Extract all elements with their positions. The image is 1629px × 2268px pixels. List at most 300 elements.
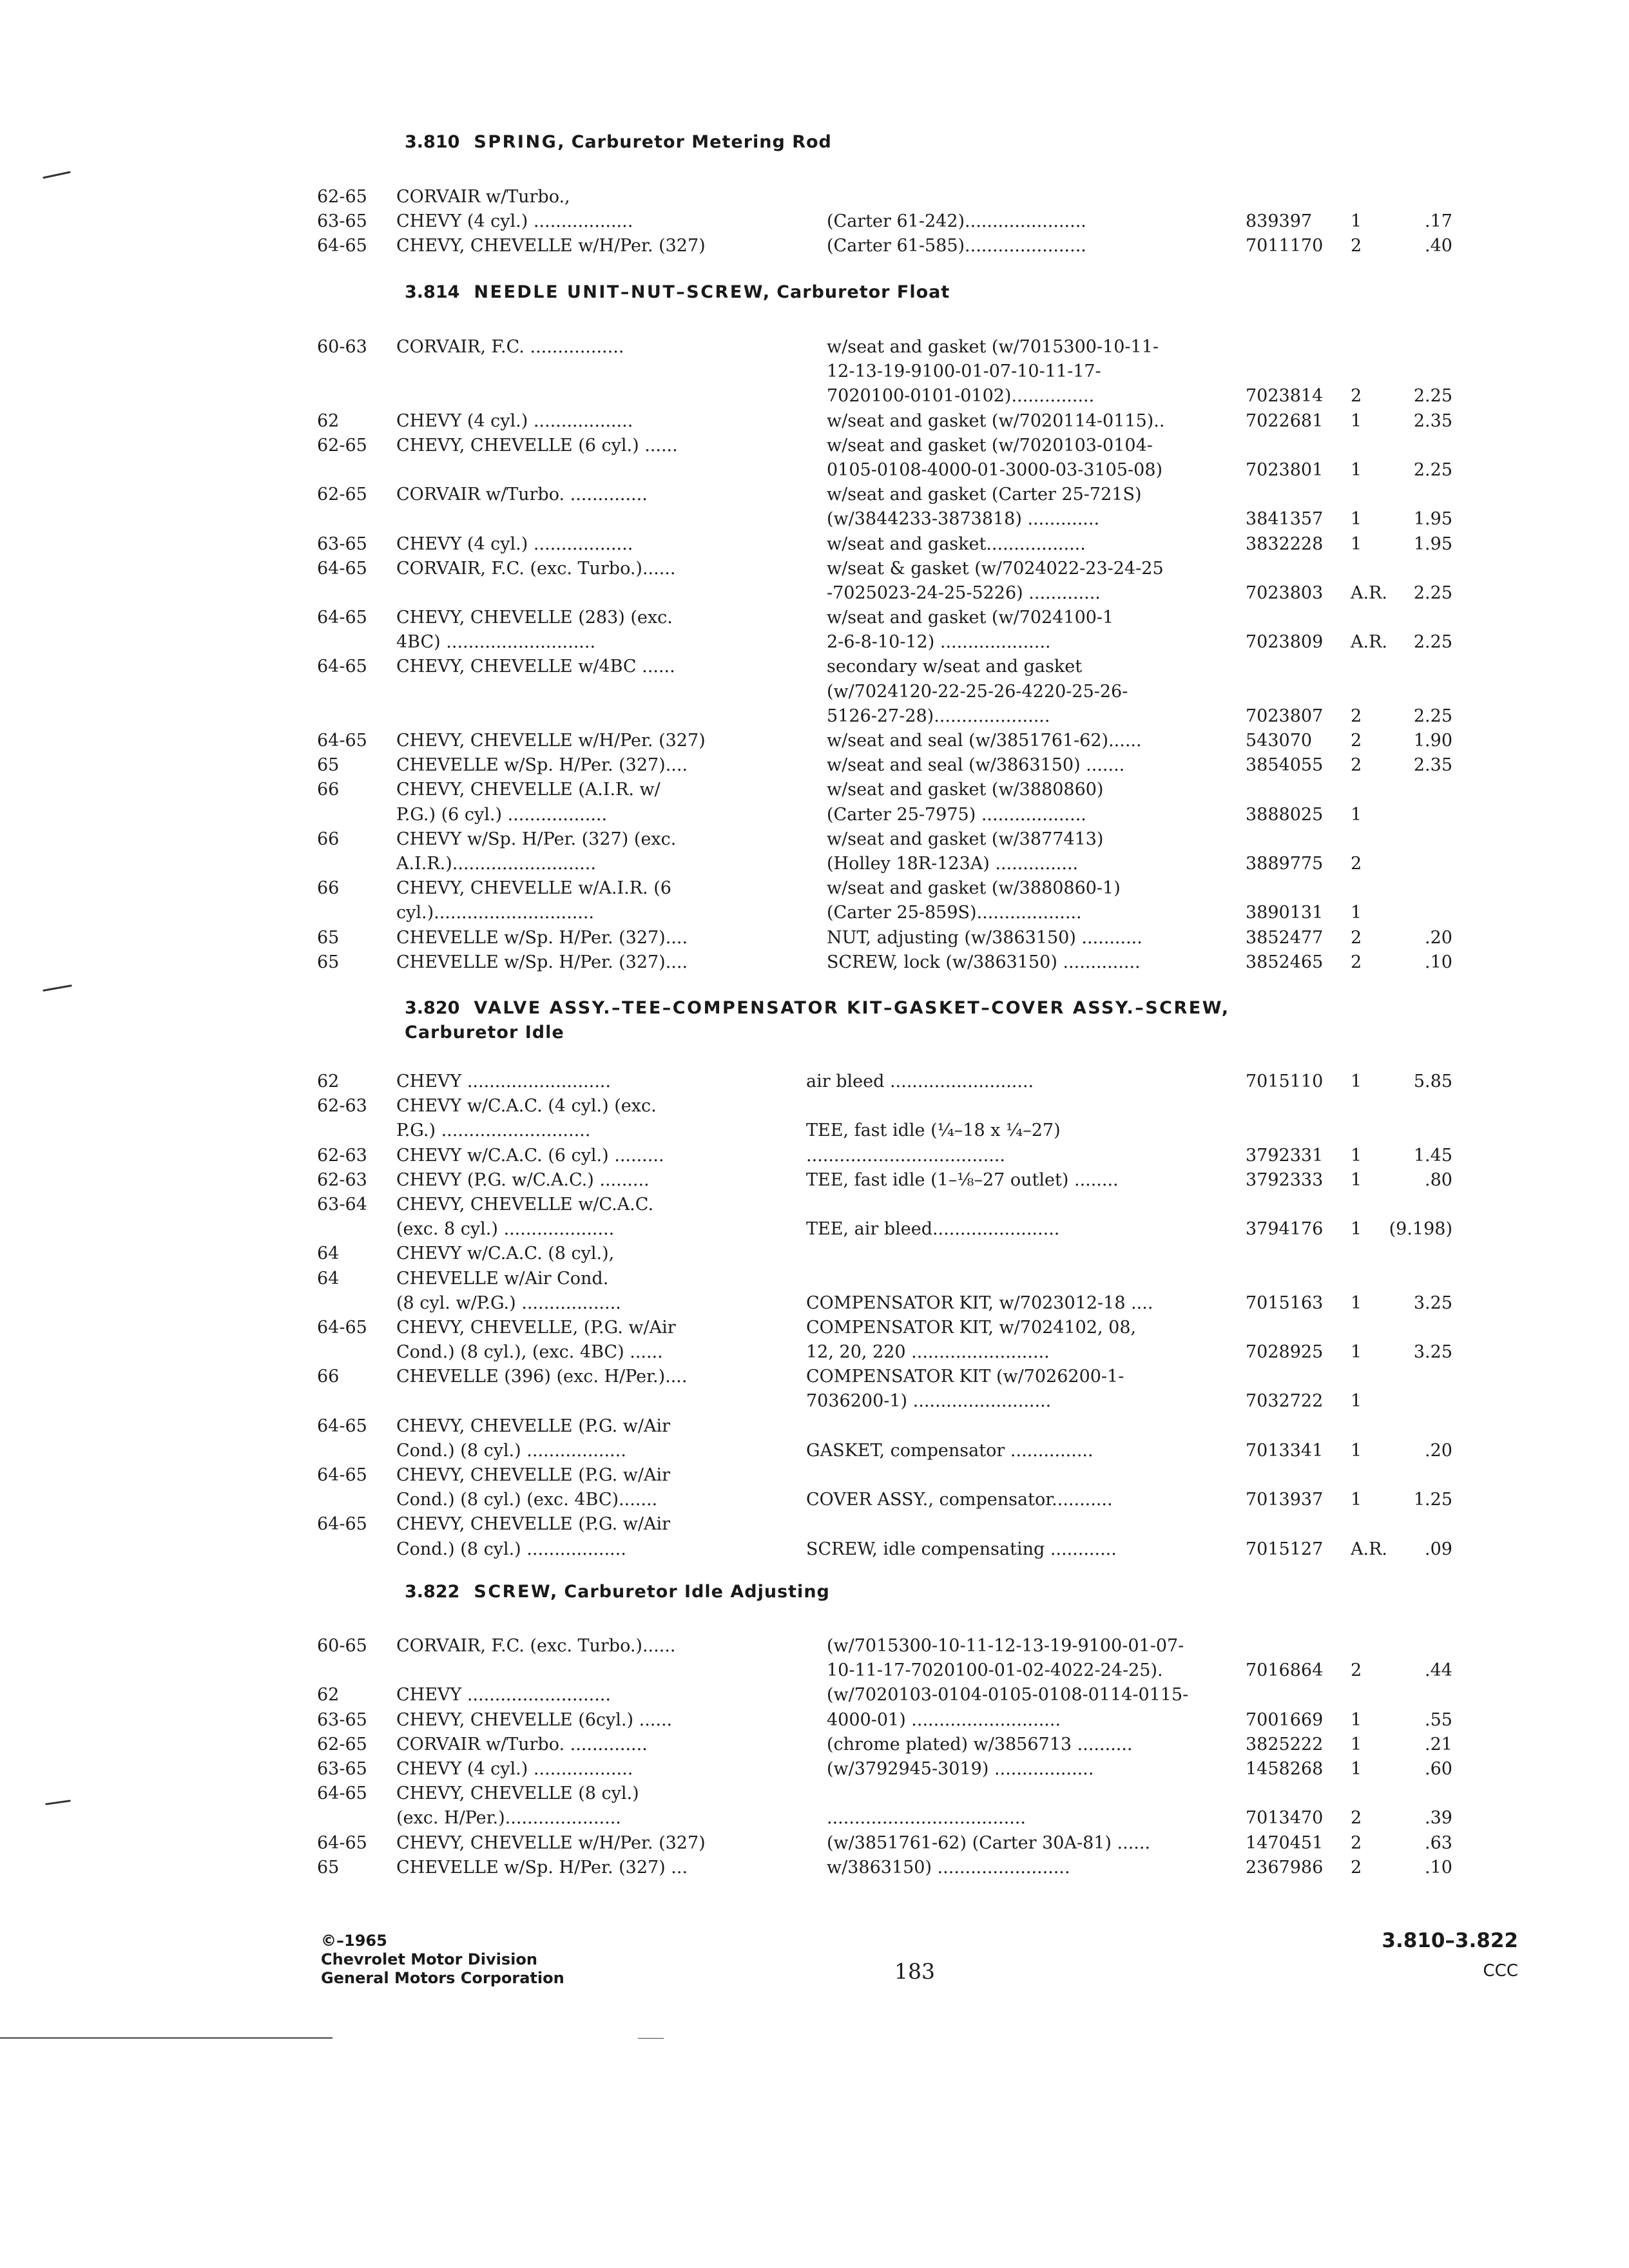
list-price: .40 — [1425, 236, 1452, 256]
vehicle-model: CHEVY w/C.A.C. (8 cyl.), — [396, 1244, 615, 1264]
model-year: 62-63 — [317, 1169, 367, 1190]
list-price: 2.25 — [1413, 706, 1452, 726]
part-description: (Carter 61-242)...................... — [827, 211, 1086, 232]
part-description: w/seat and gasket (w/7015300-10-11- — [827, 337, 1159, 357]
table-row — [0, 234, 1629, 258]
vehicle-model: P.G.) (6 cyl.) .................. — [396, 804, 608, 825]
part-description: (Holley 18R-123A) ............... — [827, 853, 1079, 874]
vehicle-model: CORVAIR w/Turbo. .............. — [396, 485, 648, 505]
list-price: 2.35 — [1413, 755, 1452, 776]
model-year: 62-63 — [317, 1145, 367, 1166]
part-number: 3825222 — [1246, 1734, 1324, 1754]
table-row — [0, 729, 1629, 753]
vehicle-model: CHEVELLE w/Sp. H/Per. (327).... — [396, 755, 688, 776]
part-description: (Carter 25-859S)................... — [827, 903, 1082, 923]
part-description: (w/3844233-3873818) ............. — [827, 509, 1100, 530]
vehicle-model: CHEVY (4 cyl.) .................. — [396, 533, 633, 554]
table-row — [0, 458, 1629, 483]
table-row — [0, 1831, 1629, 1856]
vehicle-model: CHEVY w/C.A.C. (6 cyl.) ......... — [396, 1145, 664, 1166]
part-number: 3890131 — [1246, 903, 1324, 923]
part-description: 12-13-19-9100-01-07-10-11-17- — [827, 361, 1101, 382]
vehicle-model: CHEVY (4 cyl.) .................. — [396, 410, 633, 431]
model-year: 64-65 — [317, 1416, 367, 1436]
model-year: 65 — [317, 1857, 340, 1878]
part-number: 3792331 — [1246, 1145, 1324, 1166]
list-price: .44 — [1425, 1660, 1452, 1681]
part-description: w/seat and gasket (w/3880860) — [827, 780, 1104, 800]
table-row — [0, 209, 1629, 234]
table-row — [0, 1365, 1629, 1389]
section-title-3-814 — [405, 280, 1436, 305]
binding-hole-mark — [43, 985, 72, 992]
part-description: w/seat and gasket (w/3877413) — [827, 829, 1104, 849]
vehicle-model: (exc. H/Per.)..................... — [396, 1808, 621, 1829]
part-number: 7028925 — [1246, 1342, 1324, 1363]
table-row — [0, 1193, 1629, 1217]
vehicle-model: CHEVY, CHEVELLE (283) (exc. — [396, 608, 673, 628]
model-year: 64-65 — [317, 657, 367, 677]
vehicle-model: A.I.R.).......................... — [396, 853, 596, 874]
part-description: TEE, air bleed....................... — [806, 1219, 1060, 1240]
model-year: 66 — [317, 1367, 340, 1387]
section-number: 3.822 — [405, 1582, 460, 1602]
part-number: 7023807 — [1246, 706, 1324, 726]
table-row — [0, 1340, 1629, 1365]
part-number: 3854055 — [1246, 755, 1324, 776]
model-year: 64-65 — [317, 608, 367, 628]
quantity: 1 — [1351, 1072, 1362, 1091]
model-year: 62 — [317, 1685, 340, 1706]
list-price: .80 — [1425, 1169, 1452, 1190]
list-price: 3.25 — [1413, 1293, 1452, 1313]
section-rows-3-820 — [0, 1070, 1629, 1562]
list-price: 5.85 — [1413, 1072, 1452, 1091]
model-year: 64-65 — [317, 1832, 367, 1853]
part-number: 7016864 — [1246, 1660, 1324, 1681]
vehicle-model: CHEVELLE w/Air Cond. — [396, 1268, 609, 1289]
model-year: 64-65 — [317, 1317, 367, 1338]
part-number: 3794176 — [1246, 1219, 1324, 1240]
model-year: 62-65 — [317, 187, 367, 207]
part-number: 7015110 — [1246, 1072, 1324, 1091]
part-description: secondary w/seat and gasket — [827, 657, 1083, 677]
part-description: COMPENSATOR KIT (w/7026200-1- — [806, 1367, 1124, 1387]
table-row — [0, 704, 1629, 729]
copyright-line: ©–1965 — [321, 1932, 387, 1950]
quantity: 1 — [1351, 1169, 1362, 1190]
table-row — [0, 926, 1629, 950]
part-number: 1470451 — [1246, 1832, 1324, 1853]
section-number: 3.810 — [405, 132, 460, 152]
vehicle-model: CHEVY w/C.A.C. (4 cyl.) (exc. — [396, 1096, 657, 1117]
list-price: 3.25 — [1413, 1342, 1452, 1363]
table-row — [0, 827, 1629, 852]
quantity: 1 — [1351, 410, 1362, 431]
vehicle-model: CHEVY, CHEVELLE (8 cyl.) — [396, 1783, 639, 1804]
table-row — [0, 507, 1629, 532]
section-subtitle: Carburetor Float — [776, 282, 950, 302]
table-row — [0, 852, 1629, 876]
quantity: 2 — [1351, 386, 1362, 407]
vehicle-model: CHEVY, CHEVELLE (P.G. w/Air — [396, 1465, 671, 1485]
part-number: 7001669 — [1246, 1709, 1324, 1730]
model-year: 65 — [317, 755, 340, 776]
vehicle-model: CHEVY, CHEVELLE, (P.G. w/Air — [396, 1317, 676, 1338]
model-year: 60-65 — [317, 1636, 367, 1656]
table-row — [0, 655, 1629, 679]
part-number: 839397 — [1246, 211, 1313, 232]
list-price: 1.95 — [1413, 509, 1452, 530]
table-row — [0, 434, 1629, 458]
part-description: GASKET, compensator ............... — [806, 1440, 1094, 1461]
table-row — [0, 1856, 1629, 1880]
list-price: .63 — [1425, 1832, 1452, 1853]
table-row — [0, 630, 1629, 655]
section-rows-3-814 — [0, 335, 1629, 975]
part-number: 543070 — [1246, 731, 1313, 751]
table-row — [0, 606, 1629, 630]
model-year: 66 — [317, 780, 340, 800]
part-description: COMPENSATOR KIT, w/7024102, 08, — [806, 1317, 1137, 1338]
quantity: 1 — [1351, 804, 1362, 825]
part-number: 3889775 — [1246, 853, 1324, 874]
section-title-3-810 — [405, 130, 1436, 155]
quantity: 2 — [1351, 755, 1362, 776]
vehicle-model: CORVAIR w/Turbo., — [396, 187, 570, 207]
part-number: 7015127 — [1246, 1539, 1324, 1559]
part-number: 7013470 — [1246, 1808, 1324, 1829]
model-year: 64-65 — [317, 236, 367, 256]
part-description: w/seat and gasket (w/7020114-0115).. — [827, 410, 1165, 431]
table-row — [0, 1291, 1629, 1316]
model-year: 64-65 — [317, 1783, 367, 1804]
part-description: w/seat and gasket (w/7020103-0104- — [827, 435, 1153, 456]
table-row — [0, 185, 1629, 209]
quantity: 1 — [1351, 1440, 1362, 1461]
part-description: TEE, fast idle (1–⅛–27 outlet) ........ — [806, 1169, 1119, 1190]
list-price: .10 — [1425, 952, 1452, 972]
table-row — [0, 581, 1629, 606]
model-year: 63-64 — [317, 1194, 367, 1215]
part-description: (w/7015300-10-11-12-13-19-9100-01-07- — [827, 1636, 1184, 1656]
vehicle-model: CORVAIR w/Turbo. .............. — [396, 1734, 648, 1754]
vehicle-model: CHEVELLE w/Sp. H/Per. (327).... — [396, 927, 688, 948]
vehicle-model: CHEVY w/Sp. H/Per. (327) (exc. — [396, 829, 677, 849]
vehicle-model: CORVAIR, F.C. (exc. Turbo.)...... — [396, 1636, 676, 1656]
part-description: 12, 20, 220 ......................... — [806, 1342, 1050, 1363]
part-description: (w/7024120-22-25-26-4220-25-26- — [827, 681, 1128, 702]
model-year: 64-65 — [317, 558, 367, 579]
table-row — [0, 1512, 1629, 1537]
part-number: 3792333 — [1246, 1169, 1324, 1190]
part-description: 7020100-0101-0102)............... — [827, 386, 1095, 407]
part-description: 10-11-17-7020100-01-02-4022-24-25). — [827, 1660, 1163, 1681]
table-row — [0, 1733, 1629, 1757]
part-number: 7023809 — [1246, 632, 1324, 653]
model-year: 62-65 — [317, 1734, 367, 1754]
list-price: .17 — [1425, 211, 1452, 232]
list-price: .20 — [1425, 1440, 1452, 1461]
part-number: 2367986 — [1246, 1857, 1324, 1878]
part-number: 1458268 — [1246, 1758, 1324, 1779]
part-number: 3888025 — [1246, 804, 1324, 825]
model-year: 66 — [317, 878, 340, 899]
model-year: 63-65 — [317, 533, 367, 554]
publisher-credit — [321, 1932, 564, 1988]
vehicle-model: CHEVELLE w/Sp. H/Per. (327) ... — [396, 1857, 688, 1878]
section-name: SPRING, — [474, 132, 566, 152]
group-range — [1382, 1927, 1518, 1984]
list-price: 1.25 — [1413, 1490, 1452, 1510]
part-description: COVER ASSY., compensator........... — [806, 1490, 1113, 1510]
part-number: 7023814 — [1246, 386, 1324, 407]
vehicle-model: P.G.) ........................... — [396, 1120, 591, 1141]
table-row — [0, 1757, 1629, 1782]
quantity: A.R. — [1351, 582, 1387, 603]
quantity: 2 — [1351, 1660, 1362, 1681]
table-row — [0, 1463, 1629, 1488]
section-subtitle: Carburetor Metering Rod — [571, 132, 832, 152]
table-row — [0, 557, 1629, 581]
table-row — [0, 1119, 1629, 1143]
page-edge-rule — [0, 2037, 333, 2039]
part-description: SCREW, lock (w/3863150) .............. — [827, 952, 1141, 972]
part-description: w/seat and gasket (Carter 25-721S) — [827, 485, 1142, 505]
vehicle-model: CHEVY, CHEVELLE (P.G. w/Air — [396, 1416, 671, 1436]
list-price: .21 — [1425, 1734, 1452, 1754]
quantity: 2 — [1351, 1857, 1362, 1878]
table-row — [0, 409, 1629, 434]
quantity: 2 — [1351, 853, 1362, 874]
table-row — [0, 532, 1629, 557]
quantity: 1 — [1351, 1758, 1362, 1779]
quantity: 1 — [1351, 459, 1362, 480]
vehicle-model: CHEVY, CHEVELLE w/H/Per. (327) — [396, 236, 706, 256]
quantity: 1 — [1351, 1145, 1362, 1166]
part-description: (Carter 61-585)...................... — [827, 236, 1086, 256]
table-row — [0, 778, 1629, 802]
table-row — [0, 1217, 1629, 1242]
catalog-code: CCC — [1483, 1961, 1518, 1981]
list-price: 1.90 — [1413, 731, 1452, 751]
model-year: 63-65 — [317, 1709, 367, 1730]
vehicle-model: (8 cyl. w/P.G.) .................. — [396, 1293, 621, 1313]
vehicle-model: CHEVELLE (396) (exc. H/Per.).... — [396, 1367, 688, 1387]
list-price: 1.45 — [1413, 1145, 1452, 1166]
list-price: .10 — [1425, 1857, 1452, 1878]
quantity: 1 — [1351, 1219, 1362, 1240]
list-price: (9.198) — [1389, 1219, 1452, 1240]
vehicle-model: Cond.) (8 cyl.) .................. — [396, 1440, 626, 1461]
section-rows-3-822 — [0, 1634, 1629, 1880]
table-row — [0, 1144, 1629, 1168]
corporation-line: General Motors Corporation — [321, 1969, 564, 1987]
quantity: 1 — [1351, 1391, 1362, 1412]
vehicle-model: CHEVY (4 cyl.) .................. — [396, 1758, 633, 1779]
section-title-3-822 — [405, 1580, 1436, 1604]
quantity: 1 — [1351, 1342, 1362, 1363]
part-description: COMPENSATOR KIT, w/7023012-18 .... — [806, 1293, 1153, 1313]
model-year: 64-65 — [317, 1465, 367, 1485]
quantity: 2 — [1351, 731, 1362, 751]
list-price: .60 — [1425, 1758, 1452, 1779]
quantity: 1 — [1351, 1709, 1362, 1730]
model-year: 66 — [317, 829, 340, 849]
part-description: (w/3792945-3019) .................. — [827, 1758, 1094, 1779]
model-year: 64-65 — [317, 731, 367, 751]
vehicle-model: CORVAIR, F.C. (exc. Turbo.)...... — [396, 558, 676, 579]
vehicle-model: CHEVY, CHEVELLE (6 cyl.) ...... — [396, 435, 678, 456]
part-description: (Carter 25-7975) ................... — [827, 804, 1086, 825]
part-description: air bleed .......................... — [806, 1072, 1034, 1091]
part-description: -7025023-24-25-5226) ............. — [827, 582, 1101, 603]
model-year: 62 — [317, 1072, 340, 1091]
list-price: .55 — [1425, 1709, 1452, 1730]
part-number: 7013341 — [1246, 1440, 1324, 1461]
table-row — [0, 1537, 1629, 1562]
list-price: 2.35 — [1413, 410, 1452, 431]
part-description: 4000-01) ........................... — [827, 1709, 1061, 1730]
part-number: 7013937 — [1246, 1490, 1324, 1510]
table-row — [0, 901, 1629, 925]
table-row — [0, 335, 1629, 360]
table-row — [0, 876, 1629, 901]
table-row — [0, 1488, 1629, 1512]
part-description: 5126-27-28)..................... — [827, 706, 1050, 726]
part-description: TEE, fast idle (¼–18 x ¼–27) — [806, 1120, 1061, 1141]
vehicle-model: CHEVY, CHEVELLE w/A.I.R. (6 — [396, 878, 671, 899]
vehicle-model: CHEVY (P.G. w/C.A.C.) ......... — [396, 1169, 650, 1190]
page-edge-rule — [638, 2038, 664, 2039]
table-row — [0, 1242, 1629, 1266]
section-subtitle: Carburetor Idle Adjusting — [564, 1582, 830, 1602]
section-rows-3-810 — [0, 185, 1629, 259]
vehicle-model: CHEVY, CHEVELLE w/4BC ...... — [396, 657, 675, 677]
section-name: VALVE ASSY.–TEE–COMPENSATOR KIT–GASKET–COVER ASSY.–SCREW, — [474, 998, 1230, 1018]
table-row — [0, 1782, 1629, 1806]
list-price: .09 — [1425, 1539, 1452, 1559]
vehicle-model: 4BC) ........................... — [396, 632, 596, 653]
model-year: 63-65 — [317, 1758, 367, 1779]
list-price: .39 — [1425, 1808, 1452, 1829]
table-row — [0, 680, 1629, 704]
part-description: .................................... — [806, 1145, 1005, 1166]
vehicle-model: CHEVY (4 cyl.) .................. — [396, 211, 633, 232]
vehicle-model: CHEVY, CHEVELLE w/C.A.C. — [396, 1194, 654, 1215]
table-row — [0, 1070, 1629, 1094]
table-row — [0, 1316, 1629, 1340]
part-description: w/seat and seal (w/3863150) ....... — [827, 755, 1125, 776]
group-range-label: 3.810–3.822 — [1382, 1929, 1518, 1952]
table-row — [0, 753, 1629, 778]
table-row — [0, 1806, 1629, 1831]
model-year: 62-63 — [317, 1096, 367, 1117]
quantity: 2 — [1351, 952, 1362, 972]
part-description: w/3863150) ........................ — [827, 1857, 1070, 1878]
list-price: 1.95 — [1413, 533, 1452, 554]
vehicle-model: Cond.) (8 cyl.), (exc. 4BC) ...... — [396, 1342, 663, 1363]
quantity: 2 — [1351, 927, 1362, 948]
quantity: A.R. — [1351, 632, 1387, 653]
part-number: 7023803 — [1246, 582, 1324, 603]
part-number: 3852465 — [1246, 952, 1324, 972]
model-year: 62-65 — [317, 485, 367, 505]
vehicle-model: Cond.) (8 cyl.) (exc. 4BC)....... — [396, 1490, 658, 1510]
part-description: w/seat and gasket (w/3880860-1) — [827, 878, 1121, 899]
table-row — [0, 384, 1629, 408]
table-row — [0, 950, 1629, 975]
quantity: 1 — [1351, 903, 1362, 923]
list-price: 2.25 — [1413, 459, 1452, 480]
part-number: 7011170 — [1246, 236, 1324, 256]
model-year: 62-65 — [317, 435, 367, 456]
part-description: SCREW, idle compensating ............ — [806, 1539, 1117, 1559]
part-number: 7022681 — [1246, 410, 1324, 431]
part-description: .................................... — [827, 1808, 1026, 1829]
part-number: 7023801 — [1246, 459, 1324, 480]
model-year: 64 — [317, 1244, 340, 1264]
model-year: 60-63 — [317, 337, 367, 357]
part-number: 3832228 — [1246, 533, 1324, 554]
quantity: 2 — [1351, 706, 1362, 726]
section-title-3-820 — [405, 996, 1436, 1045]
table-row — [0, 1168, 1629, 1193]
vehicle-model: CORVAIR, F.C. ................. — [396, 337, 624, 357]
model-year: 64 — [317, 1268, 340, 1289]
quantity: 1 — [1351, 1734, 1362, 1754]
quantity: 1 — [1351, 211, 1362, 232]
model-year: 64-65 — [317, 1514, 367, 1535]
vehicle-model: CHEVY, CHEVELLE (P.G. w/Air — [396, 1514, 671, 1535]
part-description: w/seat & gasket (w/7024022-23-24-25 — [827, 558, 1164, 579]
vehicle-model: CHEVELLE w/Sp. H/Per. (327).... — [396, 952, 688, 972]
vehicle-model: Cond.) (8 cyl.) .................. — [396, 1539, 626, 1559]
quantity: 1 — [1351, 533, 1362, 554]
part-description: w/seat and gasket.................. — [827, 533, 1086, 554]
table-row — [0, 803, 1629, 827]
part-description: 0105-0108-4000-01-3000-03-3105-08) — [827, 459, 1163, 480]
model-year: 63-65 — [317, 211, 367, 232]
vehicle-model: CHEVY .......................... — [396, 1685, 611, 1706]
part-description: 2-6-8-10-12) .................... — [827, 632, 1051, 653]
table-row — [0, 1683, 1629, 1707]
section-name: NEEDLE UNIT–NUT–SCREW, — [474, 282, 771, 302]
part-description: (w/7020103-0104-0105-0108-0114-0115- — [827, 1685, 1189, 1706]
section-number: 3.814 — [405, 282, 460, 302]
quantity: 1 — [1351, 1293, 1362, 1313]
vehicle-model: CHEVY .......................... — [396, 1072, 611, 1091]
vehicle-model: CHEVY, CHEVELLE (A.I.R. w/ — [396, 780, 660, 800]
quantity: 1 — [1351, 1490, 1362, 1510]
part-number: 7015163 — [1246, 1293, 1324, 1313]
section-name: SCREW, — [474, 1582, 559, 1602]
table-row — [0, 483, 1629, 507]
part-number: 3852477 — [1246, 927, 1324, 948]
table-row — [0, 1414, 1629, 1439]
quantity: 2 — [1351, 1808, 1362, 1829]
list-price: 2.25 — [1413, 582, 1452, 603]
model-year: 62 — [317, 410, 340, 431]
table-row — [0, 1094, 1629, 1119]
vehicle-model: CHEVY, CHEVELLE w/H/Per. (327) — [396, 1832, 706, 1853]
part-number: 3841357 — [1246, 509, 1324, 530]
section-subtitle: Carburetor Idle — [405, 1023, 564, 1043]
division-line: Chevrolet Motor Division — [321, 1950, 537, 1968]
quantity: 1 — [1351, 509, 1362, 530]
table-row — [0, 360, 1629, 384]
table-row — [0, 1708, 1629, 1733]
